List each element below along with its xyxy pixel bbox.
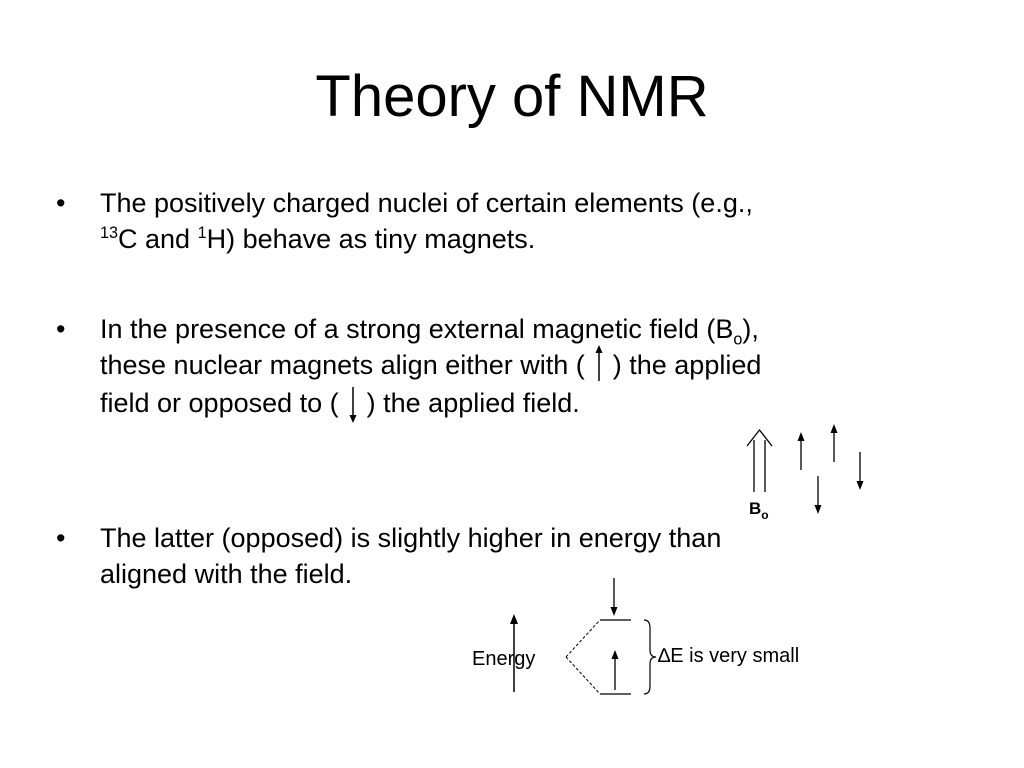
bullet-1-line-2-b: H) behave as tiny magnets. <box>206 224 536 254</box>
bullet-2 <box>56 311 956 421</box>
energy-gap-brace <box>644 620 656 694</box>
bullet-2-line-1-a: In the presence of a strong external magnetic field (B <box>100 314 734 344</box>
bullet-1-line-1: The positively charged nuclei of certain elements (e.g., <box>100 188 753 218</box>
opposed-spin-arrow-icon <box>857 452 864 490</box>
up-arrow-icon <box>585 349 613 385</box>
bullet-symbol: • <box>56 188 66 218</box>
field-subscript: o <box>733 330 743 349</box>
down-arrow-icon <box>339 387 367 423</box>
bullet-2-line-2-a: these nuclear magnets align either with ( <box>100 350 585 380</box>
bullet-2-line-1-b: ), <box>742 314 759 344</box>
aligned-spin-arrow-icon <box>798 432 805 470</box>
bullet-2-line-2 <box>100 347 960 385</box>
bullet-2-line-2-b: ) the applied <box>612 350 762 380</box>
bullet-2-line-3 <box>100 385 960 423</box>
delta-e-label: ∆E is very small <box>658 645 800 667</box>
opposed-spin-arrow-icon <box>815 476 822 514</box>
external-field-arrow-icon <box>747 430 772 492</box>
energy-axis-arrow-icon <box>510 614 518 692</box>
bullet-1 <box>56 185 956 265</box>
aligned-spin-arrow-icon <box>612 650 619 690</box>
bullet-3-line-1: The latter (opposed) is slightly higher in energy than <box>100 523 722 553</box>
energy-splitting-lines <box>566 620 600 694</box>
aligned-spin-arrow-icon <box>831 424 838 462</box>
bullet-2-line-1 <box>100 311 960 347</box>
bullet-3-text <box>100 520 960 592</box>
bullet-3 <box>56 520 956 600</box>
bullet-3-line-2: aligned with the field. <box>100 559 353 589</box>
bullet-2-line-3-b: ) the applied field. <box>366 387 580 418</box>
isotope-mass-13: 13 <box>100 224 119 242</box>
bullet-2-text <box>100 311 960 423</box>
bullet-1-line-2-a: C and <box>118 224 198 254</box>
bullet-2-line-3-a: field or opposed to ( <box>100 387 339 418</box>
isotope-mass-1: 1 <box>197 224 207 242</box>
page-title: Theory of NMR <box>315 64 709 129</box>
energy-label: Energy <box>472 648 536 670</box>
bullet-1-text <box>100 185 960 257</box>
field-label: $B_o$ <box>749 499 769 522</box>
bullet-symbol: • <box>56 523 66 553</box>
bullet-1-line-2 <box>100 221 960 257</box>
bullet-symbol: • <box>56 314 66 344</box>
